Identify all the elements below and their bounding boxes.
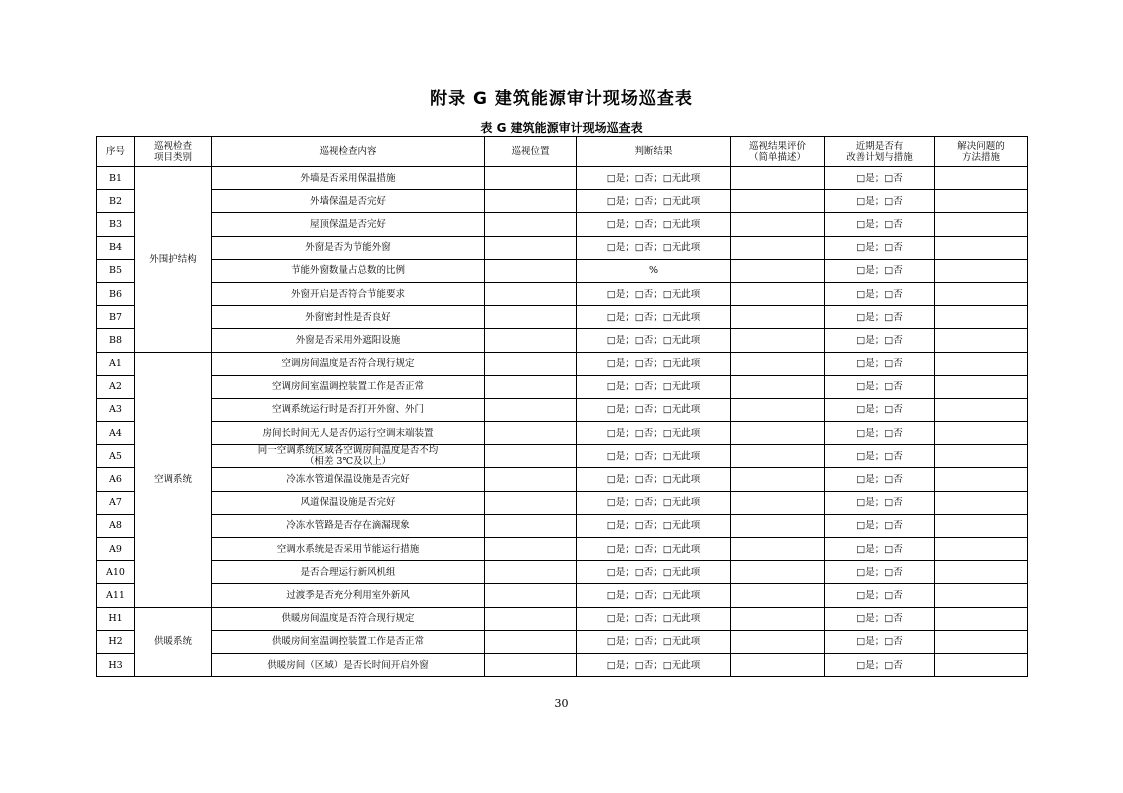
- row-location[interactable]: [485, 167, 577, 190]
- row-id: A11: [97, 584, 135, 607]
- header-location: 巡视位置: [485, 137, 577, 167]
- row-judgement[interactable]: □是；□否；□无此项: [577, 236, 731, 259]
- row-judgement[interactable]: □是；□否；□无此项: [577, 468, 731, 491]
- table-row: [97, 213, 1028, 236]
- table-row: [97, 514, 1028, 537]
- row-location[interactable]: [485, 236, 577, 259]
- row-plan[interactable]: □是；□否: [825, 584, 935, 607]
- row-evaluation[interactable]: [731, 561, 825, 584]
- row-method[interactable]: [935, 491, 1028, 514]
- row-location[interactable]: [485, 445, 577, 468]
- row-plan[interactable]: □是；□否: [825, 375, 935, 398]
- table-body: [97, 167, 1028, 677]
- row-location[interactable]: [485, 398, 577, 421]
- row-location[interactable]: [485, 538, 577, 561]
- row-category: 供暖系统: [135, 607, 212, 677]
- row-id: B7: [97, 306, 135, 329]
- row-id: A6: [97, 468, 135, 491]
- row-plan[interactable]: □是；□否: [825, 422, 935, 445]
- header-plan: 近期是否有 改善计划与措施: [825, 137, 935, 167]
- row-plan[interactable]: □是；□否: [825, 259, 935, 282]
- row-evaluation[interactable]: [731, 213, 825, 236]
- row-location[interactable]: [485, 213, 577, 236]
- row-id: A2: [97, 375, 135, 398]
- row-plan[interactable]: □是；□否: [825, 630, 935, 653]
- header-judgement: 判断结果: [577, 137, 731, 167]
- row-method[interactable]: [935, 236, 1028, 259]
- row-location[interactable]: [485, 561, 577, 584]
- row-plan[interactable]: □是；□否: [825, 538, 935, 561]
- row-evaluation[interactable]: [731, 630, 825, 653]
- row-method[interactable]: [935, 584, 1028, 607]
- row-judgement[interactable]: □是；□否；□无此项: [577, 491, 731, 514]
- row-content: 外墙保温是否完好: [212, 190, 485, 213]
- row-location[interactable]: [485, 630, 577, 653]
- document-title: 附录 G 建筑能源审计现场巡查表: [430, 89, 693, 109]
- table-row: [97, 422, 1028, 445]
- row-content: 外墙是否采用保温措施: [212, 167, 485, 190]
- row-plan[interactable]: □是；□否: [825, 213, 935, 236]
- row-content: 节能外窗数量占总数的比例: [212, 259, 485, 282]
- row-evaluation[interactable]: [731, 653, 825, 676]
- row-id: A10: [97, 561, 135, 584]
- row-judgement[interactable]: □是；□否；□无此项: [577, 352, 731, 375]
- row-content: 外窗开启是否符合节能要求: [212, 282, 485, 305]
- row-id: B1: [97, 167, 135, 190]
- table-header-row: [97, 137, 1028, 167]
- row-evaluation[interactable]: [731, 190, 825, 213]
- row-id: A1: [97, 352, 135, 375]
- row-evaluation[interactable]: [731, 282, 825, 305]
- row-id: A7: [97, 491, 135, 514]
- row-id: A9: [97, 538, 135, 561]
- row-content: 空调房间室温调控装置工作是否正常: [212, 375, 485, 398]
- row-location[interactable]: [485, 491, 577, 514]
- row-evaluation[interactable]: [731, 352, 825, 375]
- table-row: [97, 167, 1028, 190]
- table-row: [97, 236, 1028, 259]
- row-id: B6: [97, 282, 135, 305]
- table-row: [97, 607, 1028, 630]
- row-method[interactable]: [935, 329, 1028, 352]
- row-evaluation[interactable]: [731, 236, 825, 259]
- row-id: A4: [97, 422, 135, 445]
- row-method[interactable]: [935, 561, 1028, 584]
- row-content-line2: （相差 3℃及以上）: [304, 456, 392, 468]
- row-category: 空调系统: [135, 352, 212, 607]
- row-method[interactable]: [935, 630, 1028, 653]
- row-method[interactable]: [935, 653, 1028, 676]
- table-row: [97, 653, 1028, 676]
- row-method[interactable]: [935, 422, 1028, 445]
- header-content: 巡视检查内容: [212, 137, 485, 167]
- row-judgement[interactable]: □是；□否；□无此项: [577, 630, 731, 653]
- row-method[interactable]: [935, 468, 1028, 491]
- table-row: [97, 398, 1028, 421]
- row-evaluation[interactable]: [731, 584, 825, 607]
- row-location[interactable]: [485, 468, 577, 491]
- row-evaluation[interactable]: [731, 259, 825, 282]
- row-id: H1: [97, 607, 135, 630]
- row-judgement[interactable]: □是；□否；□无此项: [577, 306, 731, 329]
- row-location[interactable]: [485, 375, 577, 398]
- row-id: H3: [97, 653, 135, 676]
- row-id: B5: [97, 259, 135, 282]
- row-judgement[interactable]: □是；□否；□无此项: [577, 398, 731, 421]
- row-plan[interactable]: □是；□否: [825, 653, 935, 676]
- row-content: 风道保温设施是否完好: [212, 491, 485, 514]
- row-method[interactable]: [935, 375, 1028, 398]
- row-plan[interactable]: □是；□否: [825, 306, 935, 329]
- row-judgement[interactable]: □是；□否；□无此项: [577, 514, 731, 537]
- row-evaluation[interactable]: [731, 329, 825, 352]
- row-id: B3: [97, 213, 135, 236]
- row-judgement[interactable]: □是；□否；□无此项: [577, 422, 731, 445]
- table-row: [97, 538, 1028, 561]
- row-method[interactable]: [935, 190, 1028, 213]
- table-caption: 表 G 建筑能源审计现场巡查表: [480, 121, 643, 135]
- table-row: [97, 306, 1028, 329]
- header-category: 巡视检查 项目类别: [135, 137, 212, 167]
- row-evaluation[interactable]: [731, 538, 825, 561]
- row-method[interactable]: [935, 213, 1028, 236]
- row-judgement[interactable]: □是；□否；□无此项: [577, 213, 731, 236]
- row-content: 空调房间温度是否符合现行规定: [212, 352, 485, 375]
- row-location[interactable]: [485, 352, 577, 375]
- table-row: [97, 375, 1028, 398]
- row-method[interactable]: [935, 306, 1028, 329]
- table-row: [97, 190, 1028, 213]
- row-location[interactable]: [485, 259, 577, 282]
- row-location[interactable]: [485, 653, 577, 676]
- header-seq: 序号: [97, 137, 135, 167]
- row-plan[interactable]: □是；□否: [825, 491, 935, 514]
- row-plan[interactable]: □是；□否: [825, 236, 935, 259]
- row-plan[interactable]: □是；□否: [825, 352, 935, 375]
- row-method[interactable]: [935, 352, 1028, 375]
- row-evaluation[interactable]: [731, 398, 825, 421]
- row-judgement[interactable]: □是；□否；□无此项: [577, 653, 731, 676]
- table-row: [97, 561, 1028, 584]
- row-content: 屋顶保温是否完好: [212, 213, 485, 236]
- row-id: H2: [97, 630, 135, 653]
- row-content: 外窗是否为节能外窗: [212, 236, 485, 259]
- row-content: 供暖房间（区域）是否长时间开启外窗: [212, 653, 485, 676]
- row-judgement[interactable]: □是；□否；□无此项: [577, 538, 731, 561]
- row-method[interactable]: [935, 607, 1028, 630]
- row-plan[interactable]: □是；□否: [825, 329, 935, 352]
- inspection-table: [96, 136, 1028, 677]
- row-content: 外窗密封性是否良好: [212, 306, 485, 329]
- row-evaluation[interactable]: [731, 167, 825, 190]
- row-judgement[interactable]: □是；□否；□无此项: [577, 167, 731, 190]
- table-row: [97, 352, 1028, 375]
- row-content: 空调系统运行时是否打开外窗、外门: [212, 398, 485, 421]
- row-judgement[interactable]: □是；□否；□无此项: [577, 445, 731, 468]
- row-evaluation[interactable]: [731, 306, 825, 329]
- row-content: 外窗是否采用外遮阳设施: [212, 329, 485, 352]
- row-judgement[interactable]: □是；□否；□无此项: [577, 561, 731, 584]
- table-row: [97, 329, 1028, 352]
- row-content: 是否合理运行新风机组: [212, 561, 485, 584]
- row-method[interactable]: [935, 259, 1028, 282]
- row-judgement[interactable]: □是；□否；□无此项: [577, 607, 731, 630]
- row-method[interactable]: [935, 167, 1028, 190]
- row-id: A8: [97, 514, 135, 537]
- row-evaluation[interactable]: [731, 422, 825, 445]
- row-content: 房间长时间无人是否仍运行空调末端装置: [212, 422, 485, 445]
- row-judgement[interactable]: □是；□否；□无此项: [577, 584, 731, 607]
- row-content: 供暖房间温度是否符合现行规定: [212, 607, 485, 630]
- row-plan[interactable]: □是；□否: [825, 190, 935, 213]
- row-location[interactable]: [485, 584, 577, 607]
- row-plan[interactable]: □是；□否: [825, 468, 935, 491]
- row-content: 冷冻水管道保温设施是否完好: [212, 468, 485, 491]
- row-judgement[interactable]: □是；□否；□无此项: [577, 282, 731, 305]
- row-evaluation[interactable]: [731, 445, 825, 468]
- row-location[interactable]: [485, 282, 577, 305]
- row-location[interactable]: [485, 514, 577, 537]
- page-number: 30: [554, 697, 569, 710]
- table-row: [97, 259, 1028, 282]
- table-row: [97, 468, 1028, 491]
- row-plan[interactable]: □是；□否: [825, 398, 935, 421]
- header-evaluation: 巡视结果评价 （简单描述）: [731, 137, 825, 167]
- row-content: 空调水系统是否采用节能运行措施: [212, 538, 485, 561]
- row-evaluation[interactable]: [731, 607, 825, 630]
- row-content: 过渡季是否充分利用室外新风: [212, 584, 485, 607]
- row-content: 供暖房间室温调控装置工作是否正常: [212, 630, 485, 653]
- row-content: 冷冻水管路是否存在滴漏现象: [212, 514, 485, 537]
- table-row: [97, 445, 1028, 468]
- table-row: [97, 584, 1028, 607]
- row-evaluation[interactable]: [731, 514, 825, 537]
- row-method[interactable]: [935, 398, 1028, 421]
- row-id: B2: [97, 190, 135, 213]
- row-location[interactable]: [485, 190, 577, 213]
- row-id: B4: [97, 236, 135, 259]
- row-plan[interactable]: □是；□否: [825, 561, 935, 584]
- row-id: A3: [97, 398, 135, 421]
- row-method[interactable]: [935, 538, 1028, 561]
- row-location[interactable]: [485, 306, 577, 329]
- row-plan[interactable]: □是；□否: [825, 445, 935, 468]
- row-plan[interactable]: □是；□否: [825, 607, 935, 630]
- row-evaluation[interactable]: [731, 375, 825, 398]
- row-content: [212, 445, 485, 468]
- table-row: [97, 282, 1028, 305]
- row-id: B8: [97, 329, 135, 352]
- row-judgement[interactable]: □是；□否；□无此项: [577, 190, 731, 213]
- row-location[interactable]: [485, 422, 577, 445]
- row-location[interactable]: [485, 607, 577, 630]
- row-evaluation[interactable]: [731, 468, 825, 491]
- row-category: 外围护结构: [135, 167, 212, 353]
- row-plan[interactable]: □是；□否: [825, 282, 935, 305]
- row-method[interactable]: [935, 445, 1028, 468]
- row-evaluation[interactable]: [731, 491, 825, 514]
- row-plan[interactable]: □是；□否: [825, 514, 935, 537]
- table-row: [97, 630, 1028, 653]
- row-plan[interactable]: □是；□否: [825, 167, 935, 190]
- table-row: [97, 491, 1028, 514]
- row-location[interactable]: [485, 329, 577, 352]
- row-method[interactable]: [935, 282, 1028, 305]
- row-judgement[interactable]: □是；□否；□无此项: [577, 329, 731, 352]
- row-id: A5: [97, 445, 135, 468]
- row-judgement[interactable]: □是；□否；□无此项: [577, 375, 731, 398]
- row-content-line1: 同一空调系统区域各空调房间温度是否不均: [257, 445, 439, 457]
- header-method: 解决问题的 方法措施: [935, 137, 1028, 167]
- row-method[interactable]: [935, 514, 1028, 537]
- row-judgement[interactable]: %: [577, 259, 731, 282]
